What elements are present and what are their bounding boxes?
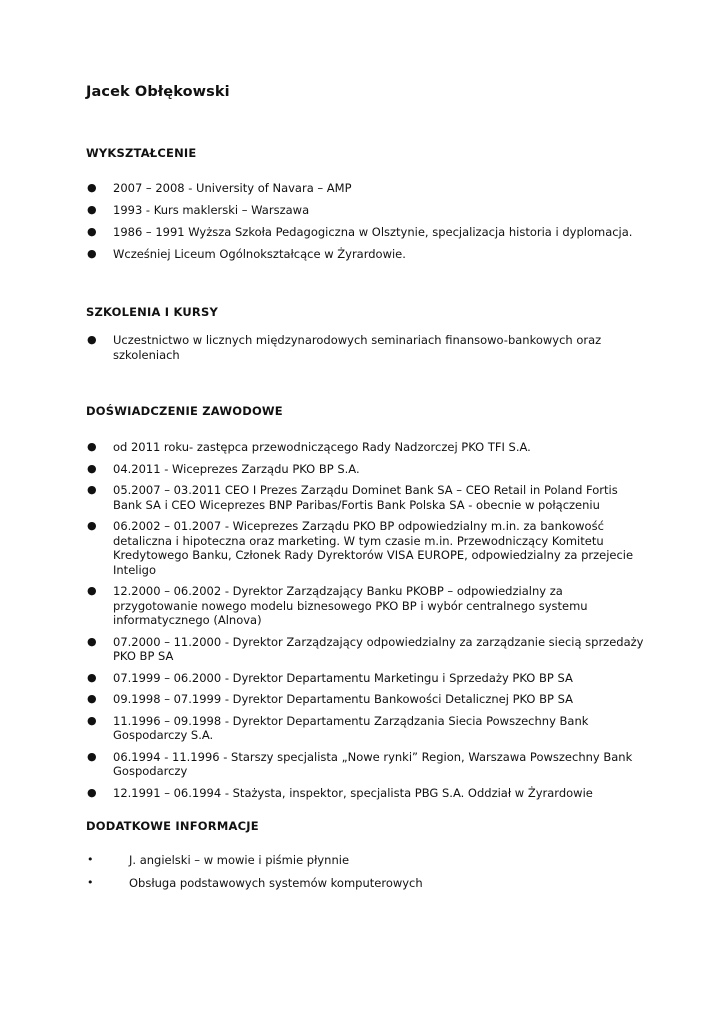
- list-item: ● 1986 – 1991 Wyższa Szkoła Pedagogiczna w Olsztynie, specjalizacja historia i dyplomacja.: [87, 225, 633, 239]
- list-item: ● 11.1996 – 09.1998 - Dyrektor Departamentu Zarządzania Siecia Powszechny Bank Gospodarczy S.A.: [87, 713, 589, 742]
- bullet-icon: ●: [87, 584, 97, 597]
- bullet-icon: ●: [87, 440, 97, 453]
- bullet-icon: ●: [87, 225, 97, 238]
- additional-heading: DODATKOWE INFORMACJE: [86, 819, 259, 833]
- list-item: ● 09.1998 – 07.1999 - Dyrektor Departamentu Bankowości Detalicznej PKO BP SA: [87, 692, 573, 706]
- list-item: ● 04.2011 - Wiceprezes Zarządu PKO BP S.A.: [87, 461, 360, 476]
- bullet-icon: •: [87, 875, 94, 889]
- list-item: ● 06.2002 – 01.2007 - Wiceprezes Zarządu PKO BP odpowiedzialny m.in. za bankowość detaliczna i hipoteczna oraz marketing. W tym czasie m.in. Przewodniczący Komitetu Kredytowego Banku, Członek Rady Dyrektorów VISA EUROPE, odpowiedzialny za przejecie Inteligo: [87, 519, 634, 577]
- experience-heading: DOŚWIADCZENIE ZAWODOWE: [86, 404, 283, 418]
- list-item: • J. angielski – w mowie i piśmie płynnie: [87, 853, 350, 867]
- person-name: Jacek Obłękowski: [86, 84, 230, 100]
- bullet-icon: ●: [87, 713, 97, 727]
- list-item: ● 2007 – 2008 - University of Navara – AMP: [87, 181, 352, 195]
- bullet-icon: ●: [87, 181, 97, 194]
- list-item: ● 06.1994 - 11.1996 - Starszy specjalista „Nowe rynki” Region, Warszawa Powszechny Bank Gospodarczy: [87, 749, 633, 778]
- bullet-icon: ●: [87, 785, 97, 799]
- list-item: ● od 2011 roku- zastępca przewodniczącego Rady Nadzorczej PKO TFI S.A.: [87, 440, 531, 454]
- bullet-icon: ●: [87, 670, 97, 684]
- list-item: ● Uczestnictwo w licznych międzynarodowych seminariach finansowo-bankowych oraz szkoleniach: [87, 333, 602, 362]
- bullet-icon: •: [87, 853, 94, 866]
- list-item: • Obsługa podstawowych systemów komputerowych: [87, 875, 423, 890]
- additional-list: [86, 853, 646, 890]
- bullet-icon: ●: [87, 483, 97, 496]
- education-heading: WYKSZTAŁCENIE: [86, 146, 197, 160]
- bullet-icon: ●: [87, 519, 97, 532]
- list-item: ● 05.2007 – 03.2011 CEO I Prezes Zarządu Dominet Bank SA – CEO Retail in Poland Fortis Bank SA i CEO Wiceprezes BNP Paribas/Fortis Bank Polska SA - obecnie w połączeniu: [87, 483, 618, 512]
- bullet-icon: ●: [87, 634, 97, 648]
- bullet-icon: ●: [87, 333, 97, 346]
- bullet-icon: ●: [87, 247, 97, 260]
- list-item: ● 07.2000 – 11.2000 - Dyrektor Zarządzający odpowiedzialny za zarządzanie siecią sprzedaży PKO BP SA: [87, 634, 644, 663]
- list-item: ● 07.1999 – 06.2000 - Dyrektor Departamentu Marketingu i Sprzedaży PKO BP SA: [87, 670, 573, 685]
- training-heading: SZKOLENIA I KURSY: [86, 305, 218, 319]
- experience-list: [86, 440, 646, 800]
- bullet-icon: ●: [87, 461, 97, 475]
- list-item: ● 12.1991 – 06.1994 - Stażysta, inspektor, specjalista PBG S.A. Oddział w Żyrardowie: [87, 785, 593, 800]
- bullet-icon: ●: [87, 203, 97, 216]
- training-list: [86, 333, 646, 362]
- bullet-icon: ●: [87, 692, 97, 705]
- list-item: ● 12.2000 – 06.2002 - Dyrektor Zarządzający Banku PKOBP – odpowiedzialny za przygotowanie nowego modelu biznesowego PKO BP i wybór centralnego systemu informatycznego (Alnova): [87, 584, 588, 627]
- list-item: ● Wcześniej Liceum Ogólnokształcące w Żyrardowie.: [87, 247, 406, 261]
- bullet-icon: ●: [87, 749, 97, 763]
- list-item: ● 1993 - Kurs maklerski – Warszawa: [87, 203, 310, 217]
- education-list: [86, 181, 646, 262]
